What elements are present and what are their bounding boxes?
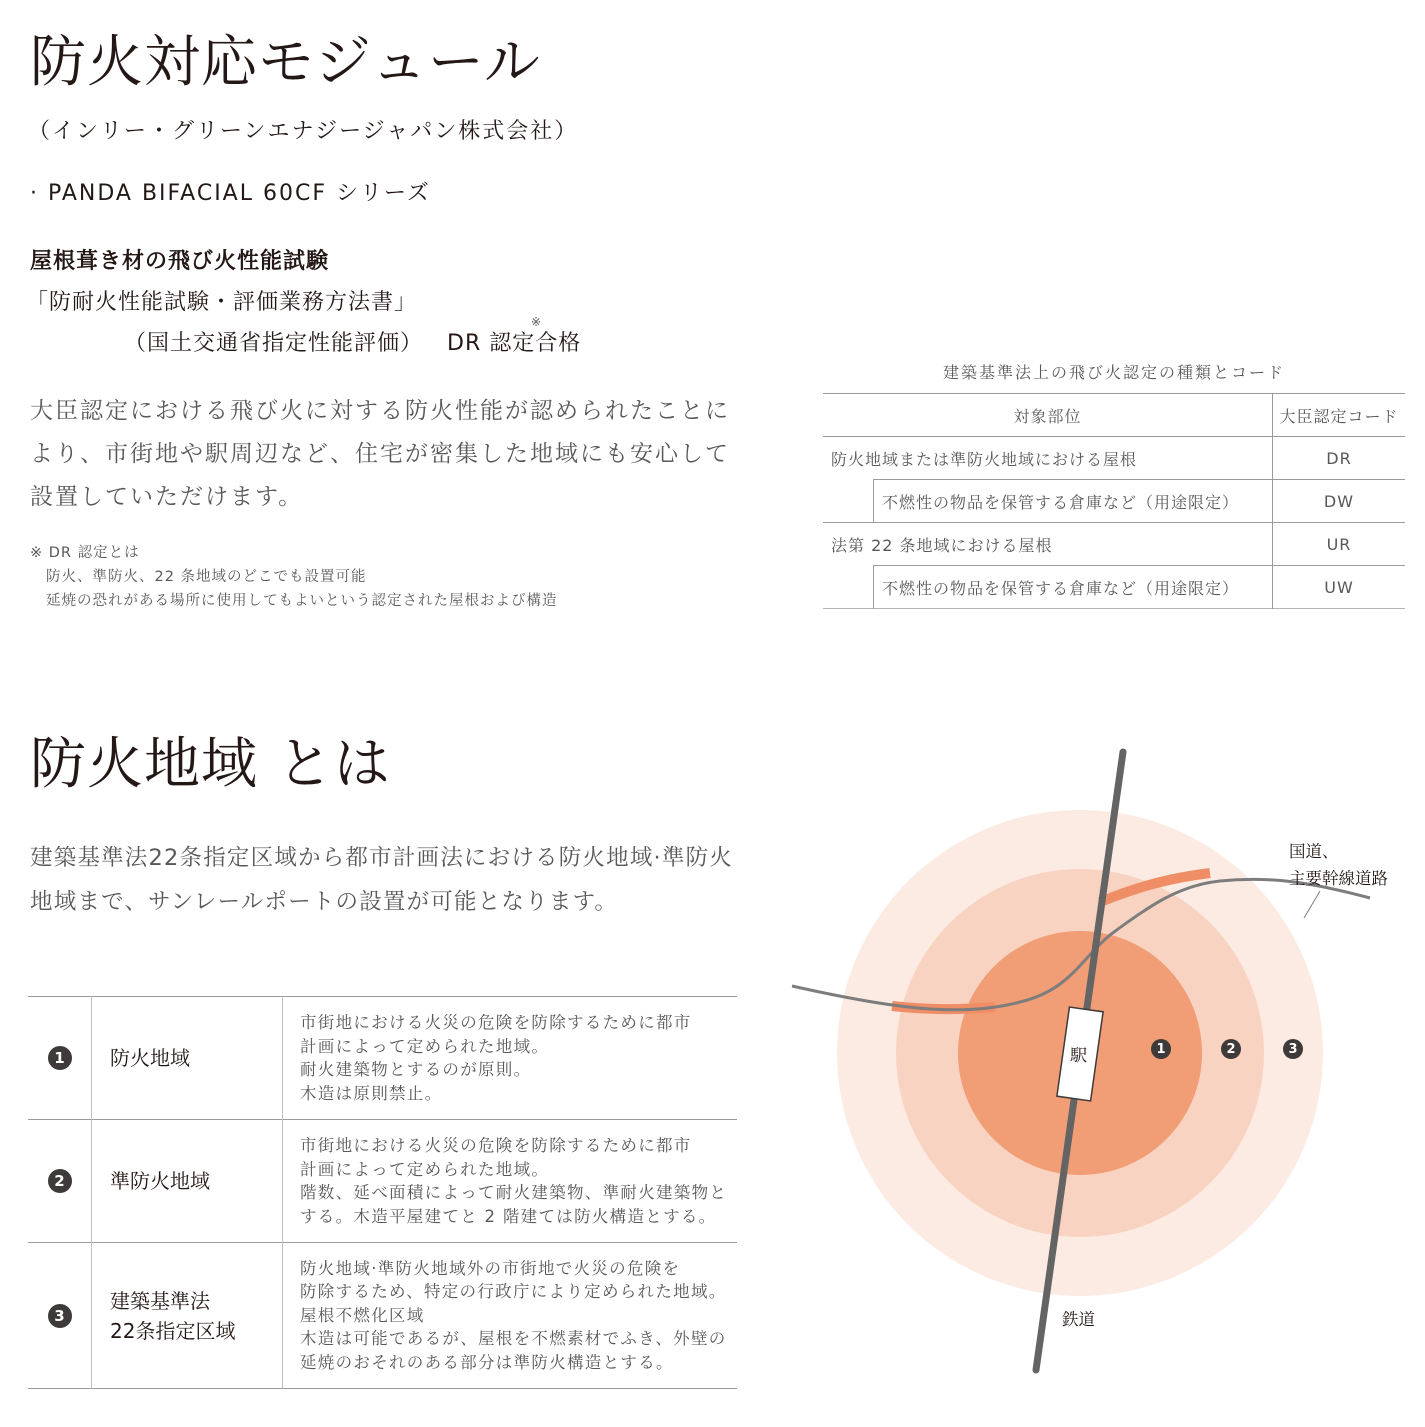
- table-row: [28, 1243, 737, 1389]
- zone-desc: [283, 1120, 738, 1243]
- certification-code-table: [823, 393, 1405, 609]
- zone-map-graphic: [780, 740, 1425, 1385]
- desc-line: 屋根不燃化区域: [300, 1305, 425, 1325]
- zone-name: 準防火地域: [92, 1120, 283, 1243]
- row-label: 不燃性の物品を保管する倉庫など（用途限定）: [874, 480, 1273, 523]
- desc-line: 延焼のおそれのある部分は準防火構造とする。: [300, 1352, 674, 1372]
- desc-line: する。木造平屋建てと 2 階建ては防火構造とする。: [300, 1206, 717, 1226]
- row-code: UW: [1273, 566, 1406, 609]
- section-title-fire-zone: 防火地域 とは: [30, 732, 391, 797]
- code-table-caption: 建築基準法上の飛び火認定の種類とコード: [942, 363, 1285, 382]
- desc-line: 木造は可能であるが、屋根を不燃素材でふき、外壁の: [300, 1329, 727, 1349]
- desc-line: 市街地における火災の危険を防除するために都市: [300, 1136, 692, 1155]
- table-row: [28, 997, 737, 1120]
- zone-desc: [283, 997, 738, 1120]
- desc-line: 階数、延べ面積によって耐火建築物、準耐火建築物と: [300, 1183, 728, 1202]
- column-header-target: 対象部位: [1013, 406, 1082, 426]
- number-2-badge-icon: 2: [48, 1169, 72, 1193]
- road-leader-line: [1304, 891, 1320, 918]
- railway-label: 鉄道: [1062, 1310, 1095, 1329]
- indent-spacer: [823, 566, 874, 609]
- desc-line: 防除するため、特定の行政庁により定められた地域。: [300, 1282, 727, 1302]
- number-3-badge-icon: 3: [48, 1304, 72, 1328]
- zone-1-badge-icon: 1: [1151, 1039, 1171, 1059]
- desc-line: 計画によって定められた地域。: [300, 1159, 550, 1179]
- dr-note-title: ※ DR 認定とは: [30, 545, 140, 561]
- product-series: · PANDA BIFACIAL 60CF シリーズ: [30, 181, 431, 206]
- row-code: DR: [1273, 437, 1406, 480]
- dr-note: [30, 541, 558, 613]
- test-method-doc: 「防耐火性能試験・評価業務方法書」: [26, 290, 418, 315]
- road-label-line: 主要幹線道路: [1289, 869, 1388, 888]
- company-name: （インリー・グリーンエナジージャパン株式会社）: [28, 119, 579, 144]
- dr-note-line: 延焼の恐れがある場所に使用してもよいという認定された屋根および構造: [46, 593, 558, 609]
- road-label-line: 国道、: [1289, 842, 1339, 861]
- fire-zone-diagram: [780, 740, 1425, 1385]
- dr-certification-text: DR 認定合格: [447, 331, 582, 356]
- dr-certification: [447, 315, 582, 356]
- zone-2-badge-icon: 2: [1221, 1039, 1241, 1059]
- column-header-code: 大臣認定コード: [1273, 394, 1406, 437]
- zone-number: [28, 1120, 92, 1243]
- zone-name: 防火地域: [92, 997, 283, 1120]
- desc-line: 市街地における火災の危険を防除するために都市: [300, 1013, 692, 1032]
- desc-line: 計画によって定められた地域。: [300, 1036, 550, 1056]
- zone-name-line: 建築基準法: [110, 1288, 210, 1313]
- dr-note-line: 防火、準防火、22 条地域のどこでも設置可能: [46, 569, 367, 585]
- table-row: [823, 480, 1405, 523]
- zone-desc: [283, 1243, 738, 1389]
- module-description: 大臣認定における飛び火に対する防火性能が認められたことにより、市街地や駅周辺など、住宅が密集した地域にも安心して設置していただけます。: [30, 398, 730, 510]
- station-label: 駅: [1070, 1046, 1087, 1066]
- table-row: [823, 523, 1405, 566]
- table-row: [28, 1120, 737, 1243]
- test-heading: 屋根葺き材の飛び火性能試験: [30, 249, 330, 274]
- zone-name-line: 22条指定区域: [110, 1318, 236, 1343]
- zone-number: [28, 1243, 92, 1389]
- note-mark: ※: [531, 315, 543, 329]
- number-1-badge-icon: 1: [48, 1046, 72, 1070]
- zone-number: [28, 997, 92, 1120]
- road-label: [1289, 838, 1388, 892]
- row-label: 防火地域または準防火地域における屋根: [831, 449, 1138, 469]
- zone-3-badge-icon: 3: [1283, 1039, 1303, 1059]
- row-code: DW: [1273, 480, 1406, 523]
- row-code: UR: [1273, 523, 1406, 566]
- indent-spacer: [823, 480, 874, 523]
- desc-line: 木造は原則禁止。: [300, 1083, 443, 1103]
- desc-line: 防火地域·準防火地域外の市街地で火災の危険を: [300, 1258, 681, 1278]
- page-title: 防火対応モジュール: [30, 30, 541, 95]
- table-row: [823, 437, 1405, 480]
- zone-table: [28, 996, 737, 1389]
- zone-description: 建築基準法22条指定区域から都市計画法における防火地域·準防火地域まで、サンレールポートの設置が可能となります。: [30, 845, 733, 915]
- row-label: 不燃性の物品を保管する倉庫など（用途限定）: [874, 566, 1273, 609]
- desc-line: 耐火建築物とするのが原則。: [300, 1060, 532, 1079]
- test-result-line: [124, 315, 582, 357]
- zone-name: [92, 1243, 283, 1389]
- row-label: 法第 22 条地域における屋根: [831, 535, 1053, 555]
- table-header-row: [823, 394, 1405, 437]
- table-row: [823, 566, 1405, 609]
- test-evaluator: （国土交通省指定性能評価）: [124, 331, 424, 356]
